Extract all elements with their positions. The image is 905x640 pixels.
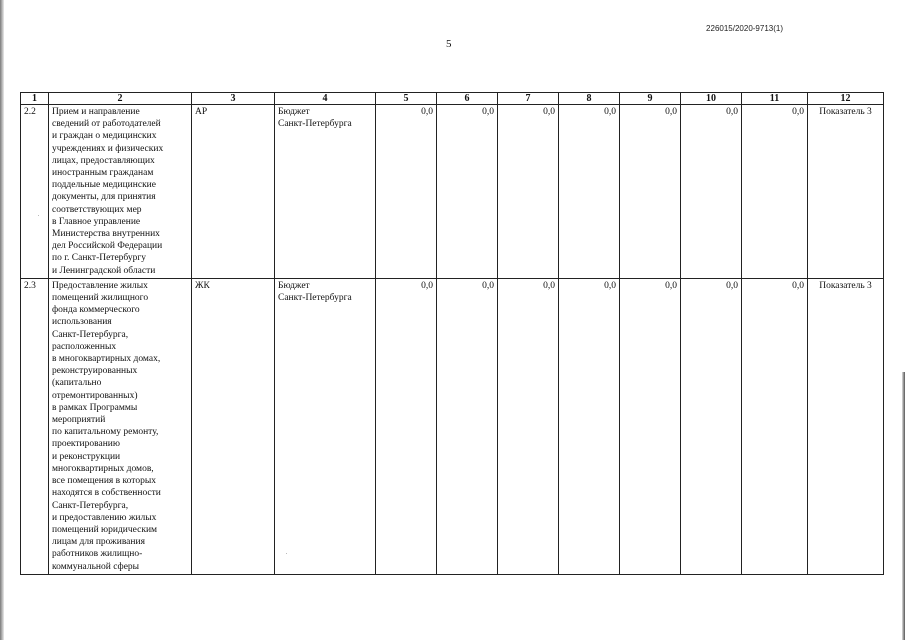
row-value: 0,0 (681, 105, 742, 279)
row-indicator: Показатель 3 (808, 105, 884, 279)
row-value: 0,0 (437, 105, 498, 279)
row-executor: АР (192, 105, 275, 279)
row-value: 0,0 (376, 278, 437, 574)
row-value: 0,0 (376, 105, 437, 279)
column-header: 4 (275, 93, 376, 105)
row-funding-source: Бюджет Санкт-Петербурга (275, 278, 376, 574)
row-indicator: Показатель 3 (808, 278, 884, 574)
column-header: 9 (620, 93, 681, 105)
table-row (21, 278, 884, 574)
row-value: 0,0 (742, 278, 808, 574)
document-reference: 226015/2020-9713(1) (706, 24, 783, 33)
row-code: 2.2 (21, 105, 49, 279)
row-value: 0,0 (742, 105, 808, 279)
row-description: Предоставление жилых помещений жилищного фонда коммерческого использования Санкт-Петербурга, расположенных в многоквартирных домах, реконструированных (капитально отремонтированных) в рамках Программы мероприятий по капитальному ремонту, проектированию и реконструкции многоквартирных домов, все помещения в которых находятся в собственности Санкт-Петербурга, и предоставлению жилых помещений юридическим лицам для проживания работников жилищно- коммунальной сферы (49, 278, 192, 574)
scan-edge-left (0, 0, 4, 640)
column-header: 12 (808, 93, 884, 105)
table-header-row (21, 93, 884, 105)
table-row (21, 105, 884, 279)
column-header: 2 (49, 93, 192, 105)
row-description: Прием и направление сведений от работодателей и граждан о медицинских учреждениях и физических лицах, предоставляющих иностранным гражданам поддельные медицинские документы, для принятия соответствующих мер в Главное управление Министерства внутренних дел Российской Федерации по г. Санкт-Петербургу и Ленинградской области (49, 105, 192, 279)
column-header: 6 (437, 93, 498, 105)
row-value: 0,0 (620, 278, 681, 574)
column-header: 5 (376, 93, 437, 105)
row-funding-source: Бюджет Санкт-Петербурга (275, 105, 376, 279)
column-header: 3 (192, 93, 275, 105)
row-value: 0,0 (437, 278, 498, 574)
row-value: 0,0 (498, 105, 559, 279)
column-header: 1 (21, 93, 49, 105)
row-value: 0,0 (681, 278, 742, 574)
column-header: 11 (742, 93, 808, 105)
row-value: 0,0 (498, 278, 559, 574)
scan-speck (286, 553, 287, 554)
row-value: 0,0 (559, 105, 620, 279)
row-executor: ЖК (192, 278, 275, 574)
row-code: 2.3 (21, 278, 49, 574)
column-header: 8 (559, 93, 620, 105)
column-header: 10 (681, 93, 742, 105)
measures-table (20, 92, 884, 575)
scan-speck (38, 215, 39, 216)
row-value: 0,0 (559, 278, 620, 574)
column-header: 7 (498, 93, 559, 105)
row-value: 0,0 (620, 105, 681, 279)
page-number: 5 (446, 38, 452, 50)
